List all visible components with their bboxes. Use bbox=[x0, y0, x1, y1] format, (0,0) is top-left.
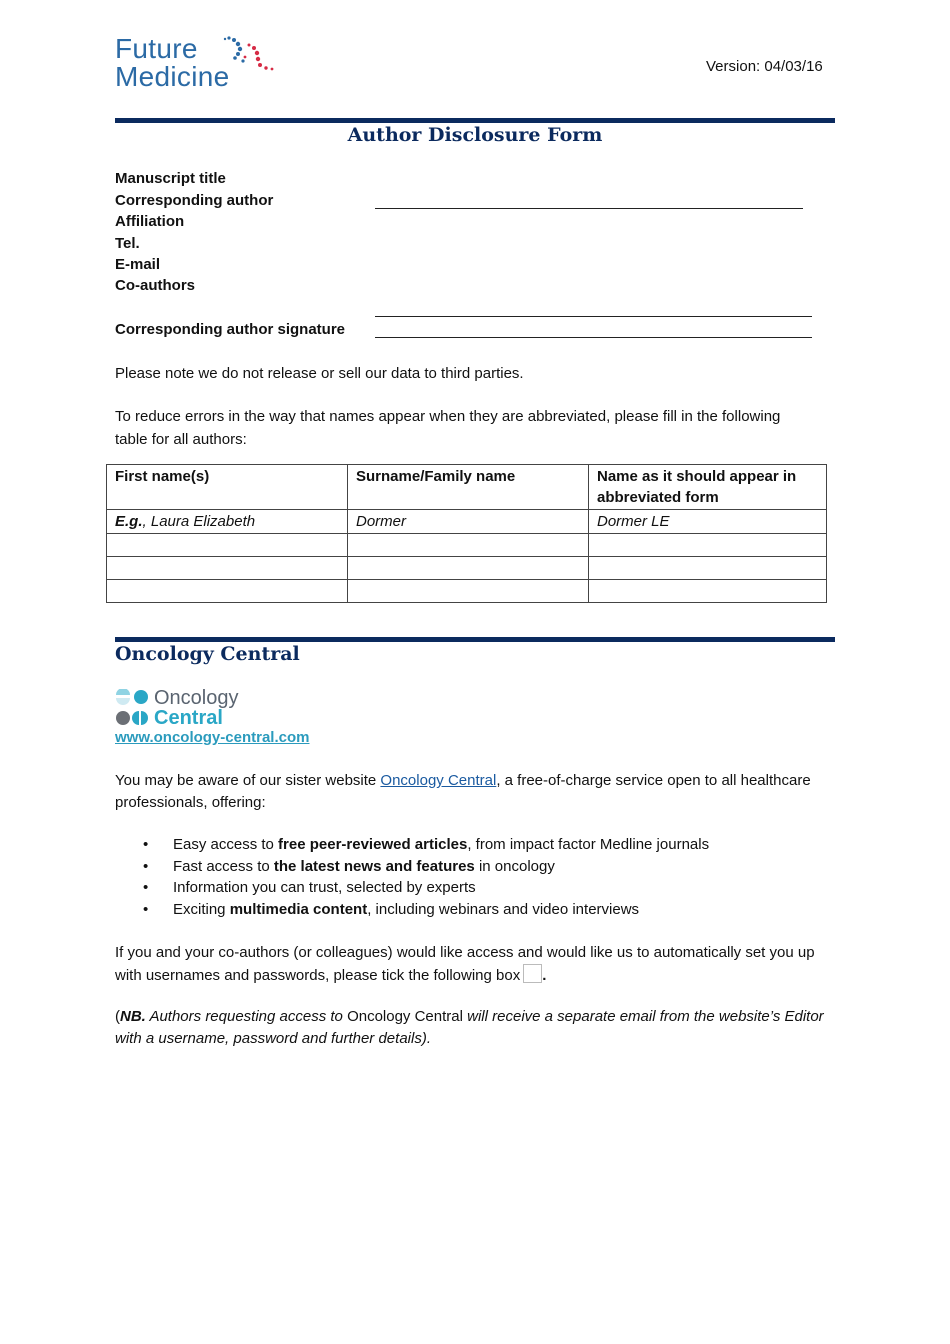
version-label: Version: 04/03/16 bbox=[706, 58, 823, 75]
corresponding-author-line[interactable] bbox=[375, 208, 803, 209]
example-abbreviated: Dormer LE bbox=[589, 510, 827, 534]
header-abbreviated: Name as it should appear in abbreviated form bbox=[589, 465, 827, 510]
nb-note: (NB. Authors requesting access to Oncology Central will receive a separate email from the website’s Editor with a username, password and further details). bbox=[115, 1008, 824, 1047]
dna-helix-icon bbox=[219, 35, 281, 77]
co-authors-label: Co-authors bbox=[115, 277, 195, 294]
access-request-text: If you and your co-authors (or colleagues) would like access and would like us to automatically set you up with usernames and passwords, please tick the following box . bbox=[115, 944, 815, 984]
example-surname: Dormer bbox=[348, 510, 589, 534]
table-row bbox=[107, 580, 827, 603]
signature-label: Corresponding author signature bbox=[115, 321, 346, 338]
first-name-cell[interactable] bbox=[107, 534, 348, 557]
header-first-name: First name(s) bbox=[107, 465, 348, 510]
list-item: • Fast access to the latest news and features in oncology bbox=[143, 857, 555, 875]
surname-cell[interactable] bbox=[348, 557, 589, 580]
logo-word-future: Future bbox=[115, 33, 198, 64]
table-intro: To reduce errors in the way that names appear when they are abbreviated, please fill in the following table for all authors: bbox=[115, 408, 781, 448]
author-names-table bbox=[106, 464, 827, 603]
manuscript-title-label: Manuscript title bbox=[115, 170, 226, 187]
surname-cell[interactable] bbox=[348, 580, 589, 603]
future-medicine-logo bbox=[115, 35, 285, 95]
oncology-central-url-link[interactable]: www.oncology-central.com bbox=[115, 729, 310, 746]
section-title: Oncology Central bbox=[115, 643, 300, 665]
table-row bbox=[107, 534, 827, 557]
co-authors-line[interactable] bbox=[375, 316, 812, 317]
abbreviated-cell[interactable] bbox=[589, 580, 827, 603]
oncology-dots-icon bbox=[115, 689, 151, 725]
section-divider bbox=[115, 637, 835, 642]
table-header-row bbox=[107, 465, 827, 510]
list-item: • Easy access to free peer-reviewed articles, from impact factor Medline journals bbox=[143, 836, 710, 853]
central-logo-word: Central bbox=[154, 707, 223, 729]
list-item: • Exciting multimedia content, including webinars and video interviews bbox=[143, 900, 640, 918]
table-row bbox=[107, 557, 827, 580]
list-item: • Information you can trust, selected by experts bbox=[143, 879, 476, 896]
affiliation-label: Affiliation bbox=[115, 213, 185, 230]
email-label: E-mail bbox=[115, 256, 161, 273]
signature-line[interactable] bbox=[375, 337, 812, 338]
abbreviated-cell[interactable] bbox=[589, 534, 827, 557]
header-divider bbox=[115, 118, 835, 123]
logo-word-medicine: Medicine bbox=[115, 61, 230, 92]
oncology-central-logo bbox=[115, 688, 255, 728]
surname-cell[interactable] bbox=[348, 534, 589, 557]
first-name-cell[interactable] bbox=[107, 580, 348, 603]
abbreviated-cell[interactable] bbox=[589, 557, 827, 580]
table-row-example bbox=[107, 510, 827, 534]
access-request-checkbox[interactable] bbox=[523, 964, 542, 983]
example-first-name: E.g., Laura Elizabeth bbox=[107, 510, 348, 534]
header-surname: Surname/Family name bbox=[348, 465, 589, 510]
oncology-intro: You may be aware of our sister website Oncology Central, a free-of-charge service open to all healthcare professionals, offering: bbox=[115, 772, 811, 811]
first-name-cell[interactable] bbox=[107, 557, 348, 580]
corresponding-author-label: Corresponding author bbox=[115, 192, 274, 209]
benefits-list bbox=[115, 834, 815, 920]
oncology-central-link[interactable]: Oncology Central bbox=[380, 772, 497, 789]
privacy-note: Please note we do not release or sell our data to third parties. bbox=[115, 365, 524, 382]
tel-label: Tel. bbox=[115, 235, 140, 252]
page-title: Author Disclosure Form bbox=[347, 124, 603, 146]
oncology-logo-word: Oncology bbox=[154, 687, 239, 709]
